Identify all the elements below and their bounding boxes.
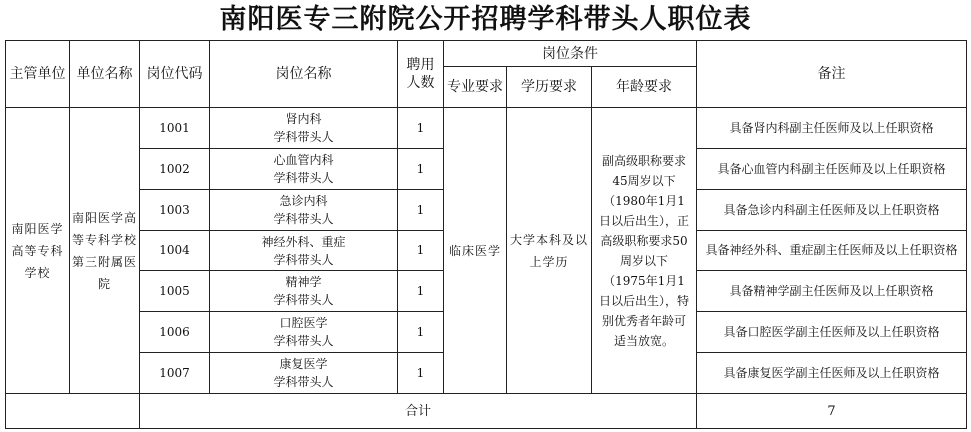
cell-post: 神经外科、重症 学科带头人 bbox=[210, 231, 398, 271]
total-row bbox=[6, 394, 967, 429]
cell-post: 精神学 学科带头人 bbox=[210, 271, 398, 312]
total-value: 7 bbox=[697, 394, 967, 429]
header-edu: 学历要求 bbox=[507, 67, 592, 108]
cell-remark: 具备急诊内科副主任医师及以上任职资格 bbox=[697, 190, 967, 231]
header-age: 年龄要求 bbox=[592, 67, 697, 108]
cell-code: 1007 bbox=[140, 353, 210, 394]
table-row bbox=[6, 108, 967, 149]
cell-remark: 具备神经外科、重症副主任医师及以上任职资格 bbox=[697, 231, 967, 271]
cell-count: 1 bbox=[398, 353, 444, 394]
cell-age: 副高级职称要求45周岁以下（1980年1月1日以后出生），正高级职称要求50周岁以下（1975年1月1日以后出生），特别优秀者年龄可适当放宽。 bbox=[592, 108, 697, 394]
cell-count: 1 bbox=[398, 190, 444, 231]
cell-code: 1006 bbox=[140, 312, 210, 353]
cell-remark: 具备口腔医学副主任医师及以上任职资格 bbox=[697, 312, 967, 353]
page-title: 南阳医专三附院公开招聘学科带头人职位表 bbox=[219, 4, 752, 35]
header-remark: 备注 bbox=[697, 41, 967, 108]
header-count: 聘用人数 bbox=[398, 41, 444, 108]
cell-count: 1 bbox=[398, 271, 444, 312]
cell-blank bbox=[70, 394, 140, 429]
cell-code: 1004 bbox=[140, 231, 210, 271]
cell-remark: 具备肾内科副主任医师及以上任职资格 bbox=[697, 108, 967, 149]
cell-code: 1005 bbox=[140, 271, 210, 312]
cell-count: 1 bbox=[398, 231, 444, 271]
cell-post: 心血管内科 学科带头人 bbox=[210, 149, 398, 190]
cell-major: 临床医学 bbox=[444, 108, 507, 394]
cell-post: 急诊内科 学科带头人 bbox=[210, 190, 398, 231]
cell-code: 1002 bbox=[140, 149, 210, 190]
cell-post: 口腔医学 学科带头人 bbox=[210, 312, 398, 353]
cell-remark: 具备精神学副主任医师及以上任职资格 bbox=[697, 271, 967, 312]
header-code: 岗位代码 bbox=[140, 41, 210, 108]
cell-dept: 南阳医学高等专科学校 bbox=[6, 108, 70, 394]
cell-code: 1001 bbox=[140, 108, 210, 149]
cell-edu: 大学本科及以上学历 bbox=[507, 108, 592, 394]
positions-table bbox=[5, 40, 967, 429]
header-post: 岗位名称 bbox=[210, 41, 398, 108]
cell-count: 1 bbox=[398, 108, 444, 149]
cell-remark: 具备心血管内科副主任医师及以上任职资格 bbox=[697, 149, 967, 190]
cell-remark: 具备康复医学副主任医师及以上任职资格 bbox=[697, 353, 967, 394]
total-label: 合计 bbox=[140, 394, 697, 429]
cell-blank bbox=[6, 394, 70, 429]
header-major: 专业要求 bbox=[444, 67, 507, 108]
header-unit: 单位名称 bbox=[70, 41, 140, 108]
header-conditions: 岗位条件 bbox=[444, 41, 697, 67]
cell-count: 1 bbox=[398, 149, 444, 190]
cell-code: 1003 bbox=[140, 190, 210, 231]
cell-unit: 南阳医学高等专科学校第三附属医院 bbox=[70, 108, 140, 394]
cell-count: 1 bbox=[398, 312, 444, 353]
cell-post: 肾内科 学科带头人 bbox=[210, 108, 398, 149]
cell-post: 康复医学 学科带头人 bbox=[210, 353, 398, 394]
header-dept: 主管单位 bbox=[6, 41, 70, 108]
